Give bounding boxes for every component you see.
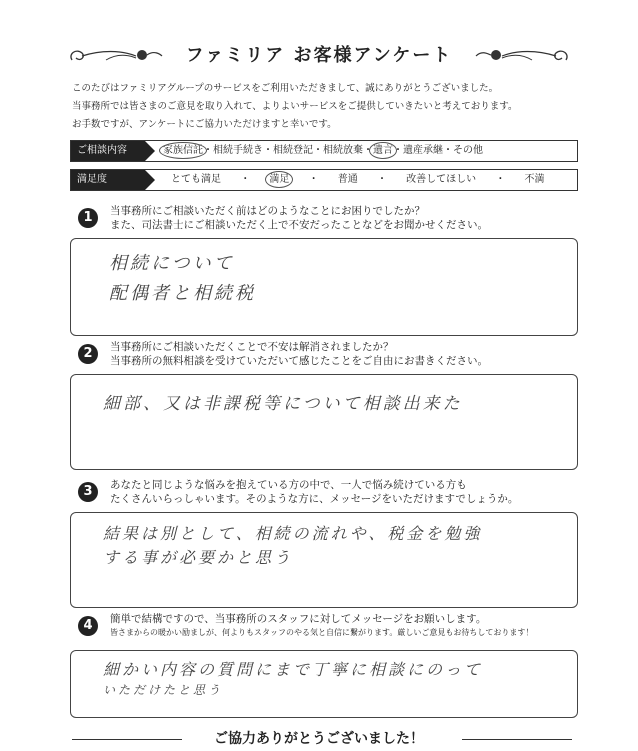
answer-line: 細かい内容の質問にまで丁寧に相談にのって (103, 660, 483, 679)
consultation-row (70, 140, 578, 162)
separator: ・ (308, 174, 319, 185)
title-row (0, 42, 638, 70)
footer-thanks: ご協力ありがとうございました！ (214, 731, 424, 747)
answer-line: 結果は別として、相続の流れや、税金を勉強 (103, 524, 483, 543)
intro-line: このたびはファミリアグループのサービスをご利用いただきまして、誠にありがとうございました。 (72, 83, 499, 94)
question-text (110, 340, 488, 368)
answer-line: いただけたと思う (103, 683, 224, 697)
question-line: あなたと同じような悩みを抱えている方の中で、一人で悩み続けている方も (110, 479, 467, 491)
consultation-label: ご相談内容 (71, 141, 145, 161)
option-family-trust[interactable]: 家族信託 (163, 145, 203, 156)
option-very-satisfied[interactable]: とても満足 (171, 174, 221, 185)
option-normal[interactable]: 普通 (337, 174, 358, 185)
question-line: 当事務所にご相談いただく前はどのようなことにお困りでしたか？ (110, 205, 425, 217)
separator: ・ (240, 174, 251, 185)
satisfaction-options (171, 170, 561, 190)
separator: ・ (495, 174, 506, 185)
option-group[interactable]: ・遺産承継・その他 (393, 145, 483, 156)
answer-box[interactable] (70, 374, 578, 470)
answer-box[interactable] (70, 650, 578, 718)
separator: ・ (376, 174, 387, 185)
question-line: たくさんいらっしゃいます。そのような方に、メッセージをいただけますでしょうか。 (110, 493, 519, 505)
intro-line: 当事務所では皆さまのご意見を取り入れて、よりよいサービスをご提供していきたいと考えております。 (72, 101, 518, 112)
question-number: 2 (78, 344, 98, 364)
intro-line: お手数ですが、アンケートにご協力いただけますと幸いです。 (72, 119, 337, 130)
satisfaction-row (70, 169, 578, 191)
question-subtext: 皆さまからの暖かい励ましが、何よりもスタッフのやる気と自信に繋がります。厳しいご意見もお待ちしております！ (110, 628, 534, 637)
option-needs-improvement[interactable]: 改善してほしい (406, 174, 477, 185)
question-number: 3 (78, 482, 98, 502)
question-text (110, 204, 488, 232)
question-line: 当事務所にご相談いただくことで不安は解消されましたか？ (110, 341, 394, 353)
footer-divider-right (462, 739, 572, 740)
question-line: 当事務所の無料相談を受けていただいて感じたことをご自由にお書きください。 (110, 355, 488, 367)
option-dissatisfied[interactable]: 不満 (524, 174, 545, 185)
question-text (110, 478, 518, 506)
consultation-options (163, 141, 483, 161)
question-number: 4 (78, 616, 98, 636)
question-number: 1 (78, 208, 98, 228)
satisfaction-label: 満足度 (71, 170, 145, 190)
answer-line: 相続について (109, 253, 235, 274)
question-line: 簡単で結構ですので、当事務所のスタッフに対してメッセージをお願いします。 (110, 613, 487, 625)
answer-line: 配偶者と相続税 (109, 283, 256, 304)
right-flourish-icon (472, 44, 572, 68)
option-group[interactable]: ・相続手続き・相続登記・相続放棄・ (203, 145, 373, 156)
question-text (110, 612, 533, 640)
page-title: ファミリア お客様アンケート (185, 45, 453, 66)
footer (0, 728, 638, 750)
answer-line: する事が必要かと思う (103, 548, 294, 567)
intro-text (72, 80, 592, 134)
answer-line: 細部、又は非課税等について相談出来た (103, 394, 463, 414)
option-will[interactable]: 遺言 (373, 145, 393, 156)
option-satisfied[interactable]: 満足 (269, 174, 290, 185)
answer-box[interactable] (70, 238, 578, 336)
answer-box[interactable] (70, 512, 578, 608)
question-line: また、司法書士にご相談いただく上で不安だったことなどをお聞かせください。 (110, 219, 488, 231)
